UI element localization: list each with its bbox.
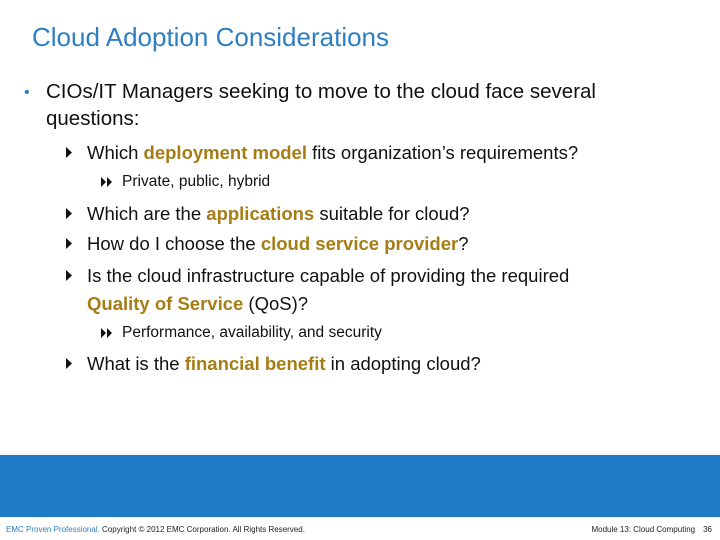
highlight-financial-benefit: financial benefit (184, 353, 326, 374)
question-financial-benefit: What is the financial benefit in adopting cloud? (64, 352, 684, 376)
question-cloud-service-provider: How do I choose the cloud service provider? (64, 232, 684, 256)
question-quality-of-service: Is the cloud infrastructure capable of providing the required Quality of Service (QoS)? (64, 264, 684, 316)
question-deployment-model: Which deployment model fits organization’s requirements? (64, 141, 684, 165)
slide-title: Cloud Adoption Considerations (32, 22, 390, 52)
main-bullet (24, 78, 664, 132)
question-applications: Which are the applications suitable for cloud? (64, 202, 684, 226)
double-arrow-icon (100, 176, 114, 188)
arrow-right-icon (64, 146, 74, 159)
highlight-applications: applications (206, 203, 315, 224)
arrow-right-icon (64, 207, 74, 220)
highlight-quality-of-service: Quality of Service (87, 293, 244, 314)
footer (0, 517, 720, 540)
footer-copyright: EMC Proven Professional. Copyright © 2012 EMC Corporation. All Rights Reserved. (6, 525, 305, 534)
sub-deployment-types: Private, public, hybrid (100, 172, 660, 192)
arrow-right-icon (64, 269, 74, 282)
arrow-right-icon (64, 237, 74, 250)
main-bullet-text: CIOs/IT Managers seeking to move to the cloud face several questions: (46, 80, 596, 130)
footer-module: Module 13: Cloud Computing 36 (591, 525, 712, 534)
highlight-deployment-model: deployment model (143, 142, 307, 163)
arrow-right-icon (64, 357, 74, 370)
sub-qos-metrics: Performance, availability, and security (100, 323, 660, 343)
footer-brand: EMC Proven Professional. (6, 525, 100, 534)
page-number: 36 (703, 525, 712, 534)
bullet-dot-icon: • (24, 84, 30, 101)
highlight-cloud-service-provider: cloud service provider (260, 233, 459, 254)
footer-band (0, 455, 720, 517)
double-arrow-icon (100, 327, 114, 339)
